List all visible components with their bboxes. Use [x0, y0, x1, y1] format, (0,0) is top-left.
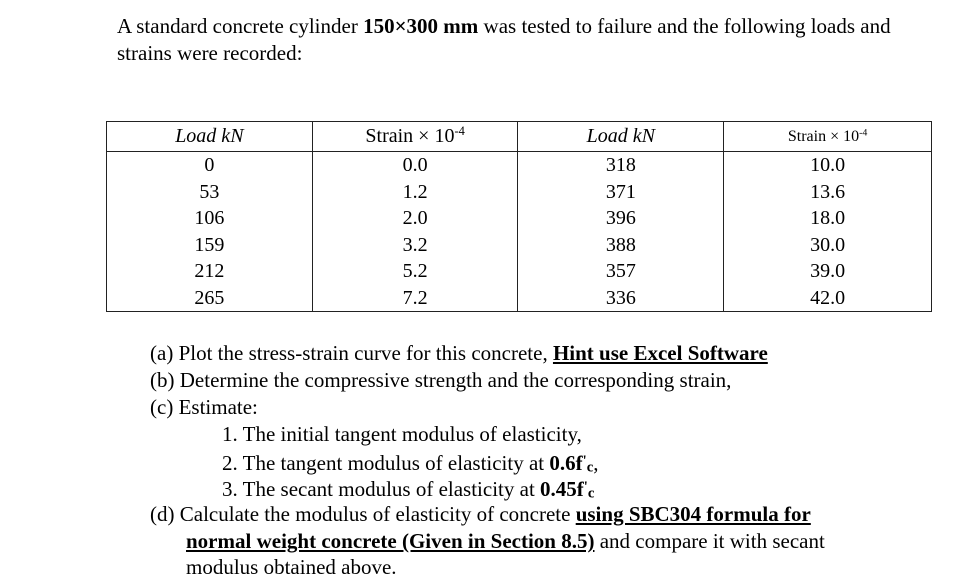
- table-cell: 1.2: [312, 179, 518, 206]
- item-prime: ': [583, 479, 588, 495]
- header-load-1: Load kN: [107, 122, 313, 152]
- question-d-line-2: [186, 528, 825, 554]
- table-cell: 106: [107, 205, 313, 232]
- table-cell: 318: [518, 152, 724, 179]
- question-a-tag: (a): [150, 341, 174, 365]
- question-d-line-3: [186, 554, 397, 580]
- load-strain-table: [106, 121, 932, 312]
- table-cell: 39.0: [724, 258, 932, 285]
- table-cell: 159: [107, 232, 313, 259]
- question-a-hint: Hint use Excel Software: [552, 341, 768, 365]
- item-text: The tangent modulus of elasticity at: [242, 451, 550, 476]
- question-d: [150, 501, 811, 527]
- header-strain-2-exp: -4: [859, 127, 868, 139]
- intro-text-2: was tested to failure and the following loads and strains were recorded:: [117, 14, 891, 65]
- table-cell: 53: [107, 179, 313, 206]
- table-cell: 2.0: [312, 205, 518, 232]
- header-strain-1-base: Strain × 10: [365, 125, 455, 147]
- question-a: [150, 340, 768, 366]
- table-cell: 18.0: [724, 205, 932, 232]
- table-row: [107, 205, 932, 232]
- question-d-text: Calculate the modulus of elasticity of concrete: [179, 502, 576, 526]
- item-number: 1.: [222, 422, 238, 446]
- item-subscript: c: [586, 459, 594, 476]
- cylinder-size: 150×300 mm: [363, 14, 479, 38]
- question-c-tag: (c): [150, 395, 174, 419]
- item-text: The secant modulus of elasticity at: [242, 477, 541, 502]
- item-number: 2.: [222, 451, 238, 476]
- table-cell: 30.0: [724, 232, 932, 259]
- question-d-bold-2: normal weight concrete (Given in Section 8.5): [186, 529, 595, 553]
- question-d-bold-1: using SBC304 formula for: [575, 502, 811, 526]
- question-a-text: Plot the stress-strain curve for this concrete,: [178, 341, 553, 365]
- table-row: [107, 258, 932, 285]
- table-cell: 7.2: [312, 285, 518, 312]
- table-cell: 265: [107, 285, 313, 312]
- table-cell: 396: [518, 205, 724, 232]
- item-text: The initial tangent modulus of elasticity,: [242, 422, 582, 446]
- item-number: 3.: [222, 477, 238, 502]
- table-cell: 371: [518, 179, 724, 206]
- table-cell: 388: [518, 232, 724, 259]
- item-subscript: c: [587, 485, 595, 502]
- table-cell: 336: [518, 285, 724, 312]
- question-c: [150, 394, 258, 420]
- question-b: [150, 367, 731, 393]
- table-cell: 10.0: [724, 152, 932, 179]
- question-c-text: Estimate:: [178, 395, 258, 419]
- table-cell: 13.6: [724, 179, 932, 206]
- intro-text-1: A standard concrete cylinder: [117, 14, 364, 38]
- header-strain-2: [724, 122, 932, 152]
- header-strain-1-exp: -4: [454, 124, 465, 139]
- table-cell: 0: [107, 152, 313, 179]
- table-cell: 212: [107, 258, 313, 285]
- question-d-text-2: and compare it with secant: [594, 529, 825, 553]
- table-cell: 3.2: [312, 232, 518, 259]
- header-strain-1: [312, 122, 518, 152]
- question-c-item-1: [222, 421, 582, 447]
- table-header-row: [107, 122, 932, 152]
- problem-intro: [117, 13, 917, 67]
- table-row: [107, 285, 932, 312]
- table-row: [107, 179, 932, 206]
- item-tail: ,: [593, 451, 599, 476]
- item-prime: ': [582, 453, 587, 469]
- table-cell: 0.0: [312, 152, 518, 179]
- table-cell: 357: [518, 258, 724, 285]
- header-load-2: Load kN: [518, 122, 724, 152]
- header-strain-2-base: Strain × 10: [787, 127, 860, 145]
- question-d-text-3: modulus obtained above.: [186, 555, 397, 579]
- question-d-tag: (d): [150, 502, 175, 526]
- table-cell: 42.0: [724, 285, 932, 312]
- item-formula: 0.6f: [549, 451, 583, 476]
- table-cell: 5.2: [312, 258, 518, 285]
- table-row: [107, 152, 932, 179]
- question-b-text: Determine the compressive strength and the corresponding strain,: [179, 368, 732, 392]
- question-b-tag: (b): [150, 368, 175, 392]
- table-row: [107, 232, 932, 259]
- item-formula: 0.45f: [540, 477, 584, 502]
